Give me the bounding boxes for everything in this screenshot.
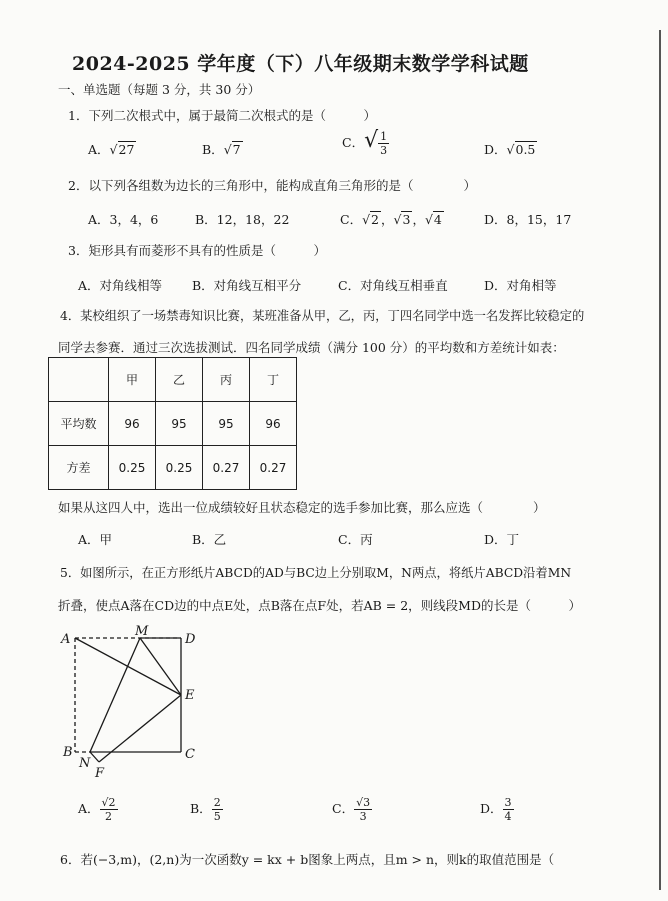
label-n: N bbox=[79, 756, 91, 771]
q1-option-b: B．√7 bbox=[202, 142, 241, 157]
q2-option-d: D．8，15，17 bbox=[484, 212, 572, 227]
label-c: C bbox=[185, 747, 195, 762]
q5-option-b: B． $\frac{2}{5}$ bbox=[190, 796, 221, 823]
table-cell: 0.25 bbox=[109, 446, 156, 490]
q1-option-d: D．√0.5 bbox=[484, 142, 536, 157]
q3-option-d: D．对角相等 bbox=[484, 278, 557, 293]
table-header: 甲 bbox=[109, 358, 156, 402]
q4-option-d: D．丁 bbox=[484, 532, 520, 547]
q4-option-c: C．丙 bbox=[338, 532, 373, 547]
q4-stem-line1: 4．某校组织了一场禁毒知识比赛，某班准备从甲，乙，丙，丁四名同学中选一名发挥比较稳定的 bbox=[60, 309, 585, 323]
q3-option-a: A．对角线相等 bbox=[78, 278, 163, 293]
score-table bbox=[48, 357, 297, 490]
label-e: E bbox=[185, 688, 195, 703]
exam-title: 2024-2025 学年度（下）八年级期末数学学科试题 bbox=[72, 53, 529, 75]
label-f: F bbox=[95, 766, 105, 781]
label-a: A bbox=[61, 632, 71, 647]
q1-stem: 1．下列二次根式中，属于最简二次根式的是（ ） bbox=[68, 108, 376, 123]
table-cell: 0.25 bbox=[156, 446, 203, 490]
q4-option-a: A．甲 bbox=[78, 532, 113, 547]
q2-option-a: A．3，4，6 bbox=[88, 212, 159, 227]
label-d: D bbox=[185, 632, 196, 647]
table-cell: 0.27 bbox=[203, 446, 250, 490]
page-edge-line bbox=[659, 30, 661, 890]
label-m: M bbox=[135, 624, 149, 639]
table-header: 丁 bbox=[250, 358, 297, 402]
table-header: 乙 bbox=[156, 358, 203, 402]
q5-option-d: D． $\frac{3}{4}$ bbox=[480, 796, 512, 823]
q6-stem: 6．若(−3,m)，(2,n)为一次函数y = kx + b图象上两点，且m > n，则k的取值范围是（ bbox=[60, 852, 555, 867]
q4-stem-line2: 同学去参赛．通过三次选拔测试．四名同学成绩（满分 100 分）的平均数和方差统计如表： bbox=[58, 340, 565, 355]
q2-option-b: B．12，18，22 bbox=[195, 212, 290, 227]
q4-stem-line3: 如果从这四人中，选出一位成绩较好且状态稳定的选手参加比赛，那么应选（ ） bbox=[58, 500, 546, 515]
segment-nf bbox=[90, 752, 99, 762]
table-cell: 95 bbox=[156, 402, 203, 446]
table-row bbox=[49, 446, 297, 490]
q3-option-c: C．对角线互相垂直 bbox=[338, 278, 448, 293]
q3-stem: 3．矩形具有而菱形不具有的性质是（ ） bbox=[68, 243, 326, 258]
q2-option-c: C．√2 ，√3 ，√4 bbox=[340, 212, 442, 227]
q5-option-a: A． $\frac{√2}{2}$ bbox=[78, 796, 116, 823]
q1-option-a: A．√27 bbox=[88, 142, 135, 157]
q3-option-b: B．对角线互相平分 bbox=[192, 278, 302, 293]
table-cell: 平均数 bbox=[49, 402, 109, 446]
section-heading: 一、单选题（每题 3 分，共 30 分） bbox=[58, 82, 261, 97]
table-cell: 95 bbox=[203, 402, 250, 446]
table-row bbox=[49, 402, 297, 446]
q5-option-c: C． $\frac{√3}{3}$ bbox=[332, 796, 371, 823]
q1-option-c: C．√ $\frac{1}{3}$ bbox=[342, 128, 388, 157]
table-cell: 96 bbox=[109, 402, 156, 446]
square-fold-figure bbox=[55, 622, 215, 782]
label-b: B bbox=[63, 745, 73, 760]
q2-stem: 2．以下列各组数为边长的三角形中，能构成直角三角形的是（ ） bbox=[68, 178, 476, 193]
q4-option-b: B．乙 bbox=[192, 532, 227, 547]
table-header: 丙 bbox=[203, 358, 250, 402]
table-cell: 方差 bbox=[49, 446, 109, 490]
segment-me bbox=[140, 638, 181, 695]
table-cell: 0.27 bbox=[250, 446, 297, 490]
table-header-row bbox=[49, 358, 297, 402]
table-cell: 96 bbox=[250, 402, 297, 446]
table-cell bbox=[49, 358, 109, 402]
q5-stem-line2: 折叠，使点A落在CD边的中点E处，点B落在点F处，若AB = 2，则线段MD的长是（ ） bbox=[58, 598, 582, 613]
q5-stem-line1: 5．如图所示，在正方形纸片ABCD的AD与BC边上分别取M，N两点，将纸片ABCD沿着MN bbox=[60, 566, 572, 580]
